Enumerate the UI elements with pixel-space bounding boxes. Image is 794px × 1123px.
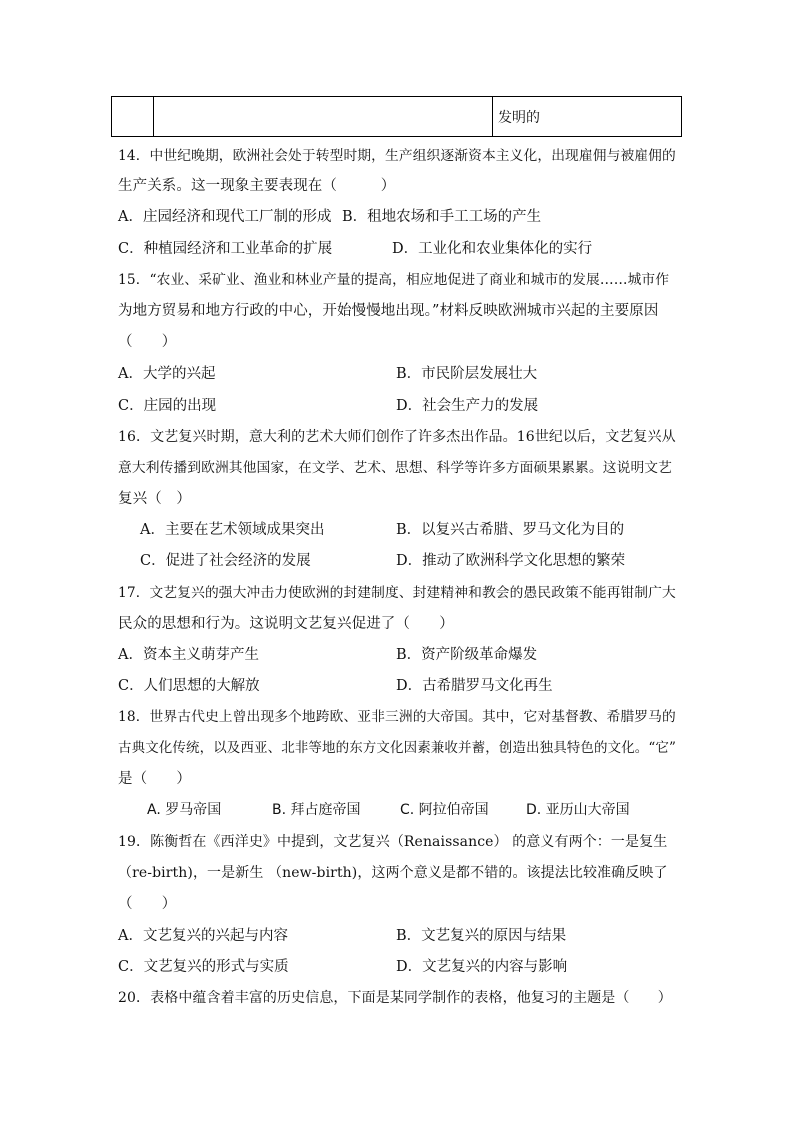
continued-table	[111, 96, 682, 137]
q18-option-b: B. 拜占庭帝国	[272, 802, 361, 818]
q18-stem-line-3: 是（ ）	[118, 771, 191, 787]
table-row	[112, 97, 682, 137]
q18-option-c: C. 阿拉伯帝国	[400, 802, 489, 818]
q16-stem-line-2: 意大利传播到欧洲其他国家，在文学、艺术、思想、科学等许多方面硕果累累。这说明文艺	[118, 460, 673, 476]
q14-stem-line-2: 生产关系。这一现象主要表现在（ ）	[118, 178, 396, 194]
q19-option-b: B．文艺复兴的原因与结果	[396, 928, 567, 944]
q15-option-b: B．市民阶层发展壮大	[396, 366, 538, 382]
q19-stem-line-2: （re-birth)，一是新生 （new-birth)，这两个意义是都不错的。该提法比较准确反映了	[118, 865, 668, 881]
q19-option-a: A．文艺复兴的兴起与内容	[118, 928, 288, 944]
q14-stem-line-1: 14．中世纪晚期，欧洲社会处于转型时期，生产组织逐渐资本主义化，出现雇佣与被雇佣的	[118, 148, 676, 164]
q19-option-c: C．文艺复兴的形式与实质	[118, 959, 289, 975]
q16-stem-line-1: 16．文艺复兴时期，意大利的艺术大师们创作了许多杰出作品。16世纪以后，文艺复兴从	[118, 429, 676, 445]
q17-option-c: C．人们思想的大解放	[118, 678, 260, 694]
q14-option-c: C．种植园经济和工业革命的扩展	[118, 241, 333, 257]
table-cell: 发明的	[493, 97, 682, 137]
q16-option-d: D．推动了欧洲科学文化思想的繁荣	[396, 553, 626, 569]
table-cell	[112, 97, 154, 137]
q17-option-a: A．资本主义萌芽产生	[118, 647, 259, 663]
q17-stem-line-1: 17．文艺复兴的强大冲击力使欧洲的封建制度、封建精神和教会的愚民政策不能再钳制广大	[118, 585, 676, 601]
q18-option-a: A. 罗马帝国	[147, 802, 222, 818]
q19-stem-line-3: （ ）	[118, 896, 177, 912]
q15-stem-line-3: （ ）	[118, 334, 177, 350]
q16-option-b: B．以复兴古希腊、罗马文化为目的	[396, 522, 625, 538]
q18-stem-line-1: 18．世界古代史上曾出现多个地跨欧、亚非三洲的大帝国。其中，它对基督教、希腊罗马的	[118, 709, 676, 725]
q14-option-a: A．庄园经济和现代工厂制的形成	[118, 209, 332, 225]
q15-option-a: A．大学的兴起	[118, 366, 216, 382]
q15-option-c: C．庄园的出现	[118, 398, 217, 414]
q15-stem-line-1: 15．“农业、采矿业、渔业和林业产量的提高，相应地促进了商业和城市的发展……城市作	[118, 272, 670, 288]
q20-stem-line-1: 20．表格中蕴含着丰富的历史信息，下面是某同学制作的表格，他复习的主题是（ ）	[118, 990, 672, 1006]
q19-option-d: D．文艺复兴的内容与影响	[396, 959, 568, 975]
q19-stem-line-1: 19．陈衡哲在《西洋史》中提到，文艺复兴（Renaissance） 的意义有两个：一是复生	[118, 834, 668, 850]
q17-stem-line-2: 民众的思想和行为。这说明文艺复兴促进了（ ）	[118, 616, 454, 632]
q18-option-d: D. 亚历山大帝国	[526, 802, 630, 818]
table-cell	[154, 97, 493, 137]
q16-stem-line-3: 复兴（ ）	[118, 491, 191, 507]
q15-option-d: D．社会生产力的发展	[396, 398, 539, 414]
q15-stem-line-2: 为地方贸易和地方行政的中心，开始慢慢地出现。”材料反映欧洲城市兴起的主要原因	[118, 303, 659, 319]
q18-stem-line-2: 古典文化传统，以及西亚、北非等地的东方文化因素兼收并蓄，创造出独具特色的文化。“它”	[118, 740, 677, 756]
q16-option-c: C．促进了社会经济的发展	[140, 553, 311, 569]
q17-option-d: D．古希腊罗马文化再生	[396, 678, 553, 694]
q17-option-b: B．资产阶级革命爆发	[396, 647, 538, 663]
q14-option-b: B．租地农场和手工工场的产生	[342, 209, 542, 225]
q14-option-d: D．工业化和农业集体化的实行	[392, 241, 593, 257]
q16-option-a: A．主要在艺术领域成果突出	[140, 522, 325, 538]
